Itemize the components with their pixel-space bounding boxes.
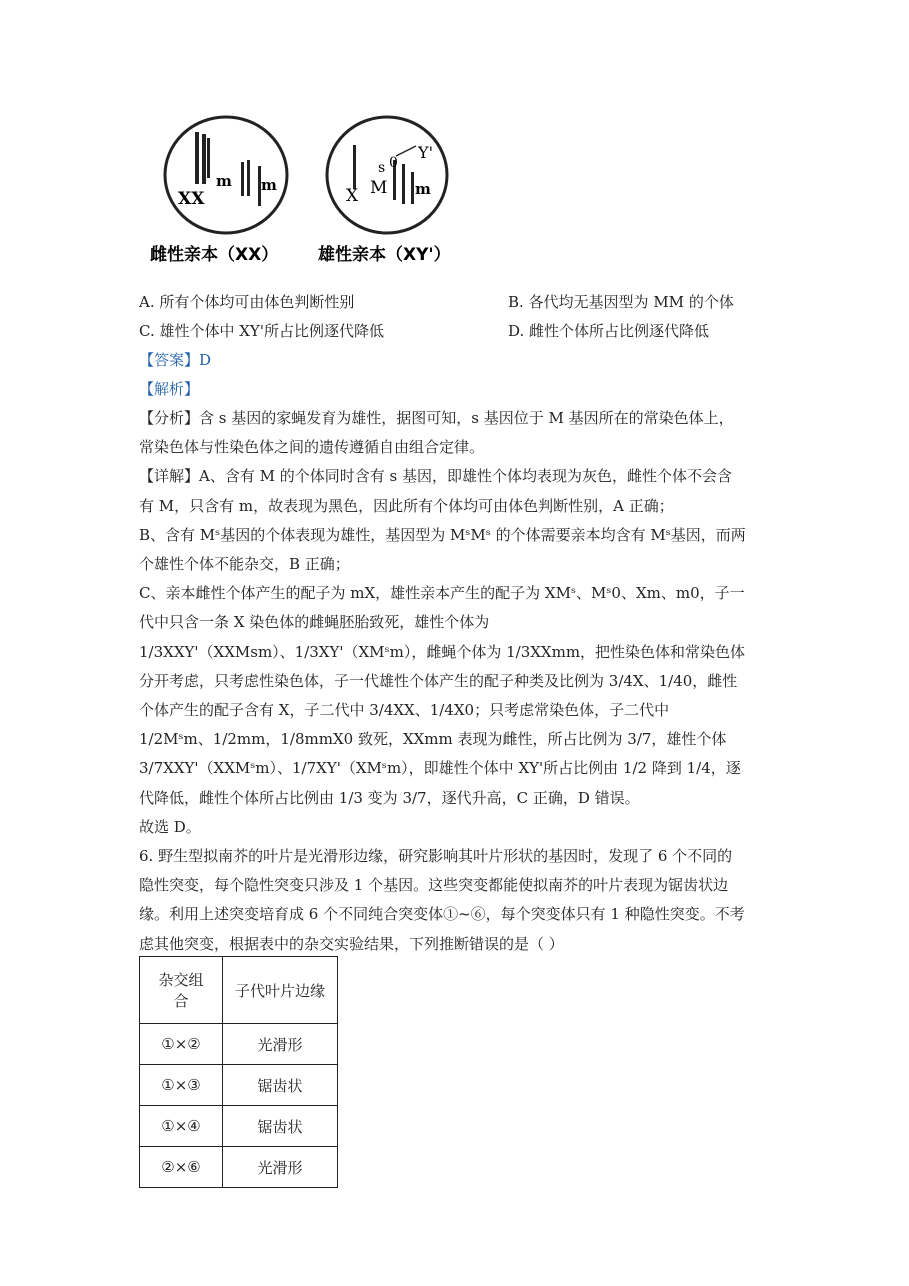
text-line: 有 M，只含有 m，故表现为黑色，因此所有个体均可由体色判断性别，A 正确； — [139, 496, 674, 515]
text-line: 个体产生的配子含有 X，子二代中 3/4XX、1/4X0；只考虑常染色体，子二代中 — [139, 701, 670, 719]
table-row — [140, 1147, 338, 1188]
text-line: C、亲本雌性个体产生的配子为 mX，雄性亲本产生的配子为 XMˢ、Mˢ0、Xm、m0，子一 — [139, 584, 745, 603]
fig-label-x: X — [346, 186, 359, 206]
text-line: 常染色体与性染色体之间的遗传遵循自由组合定律。 — [139, 438, 485, 457]
text-line: 代降低，雌性个体所占比例由 1/3 变为 3/7，逐代升高，C 正确，D 错误。 — [139, 788, 640, 807]
text-line: 1/2Mˢm、1/2mm，1/8mmX0 致死，XXmm 表现为雌性，所占比例为 3/7，雄性个体 — [139, 730, 727, 749]
chromosome-figure — [150, 110, 470, 280]
text-line: 6. 野生型拟南芥的叶片是光滑形边缘，研究影响其叶片形状的基因时，发现了 6 个不同的 — [139, 847, 733, 865]
table-cell: 锯齿状 — [223, 1106, 338, 1147]
fig-label-m3: m — [415, 180, 431, 198]
table-row — [140, 1106, 338, 1147]
option-c: C. 雄性个体中 XY'所占比例逐代降低 — [139, 322, 384, 340]
fig-label-y: Y' — [418, 143, 433, 162]
fig-label-s: s — [378, 160, 386, 176]
female-cell — [165, 117, 287, 233]
table-header-cell: 杂交组 合 — [140, 957, 223, 1024]
male-cell — [327, 117, 447, 233]
text-line: 代中只含一条 X 染色体的雌蝇胚胎致死，雄性个体为 — [139, 613, 490, 632]
option-b: B. 各代均无基因型为 MM 的个体 — [508, 293, 734, 311]
text-line: 故选 D。 — [139, 817, 201, 836]
text-line: 1/3XXY'（XXMsm）、1/3XY'（XMˢm），雌蝇个体为 1/3XXmm，把性染色体和常染色体 — [139, 642, 746, 661]
text-line: 虑其他突变，根据表中的杂交实验结果，下列推断错误的是（ ） — [139, 934, 564, 953]
analysis-heading: 【解析】 — [139, 380, 200, 398]
table-cell: ①×④ — [140, 1106, 223, 1147]
table-cell: 锯齿状 — [223, 1065, 338, 1106]
text-line: 隐性突变，每个隐性突变只涉及 1 个基因。这些突变都能使拟南芥的叶片表现为锯齿状边 — [139, 876, 729, 895]
text-line: B、含有 Mˢ基因的个体表现为雄性，基因型为 MˢMˢ 的个体需要亲本均含有 Mˢ基因，而两 — [139, 525, 746, 544]
text-line: 分开考虑，只考虑性染色体，子一代雄性个体产生的配子种类及比例为 3/4X、1/40，雌性 — [139, 671, 738, 690]
table-cell: ①×② — [140, 1024, 223, 1065]
text-line: 【分析】含 s 基因的家蝇发育为雄性，据图可知，s 基因位于 M 基因所在的常染色体上， — [139, 409, 734, 427]
text-line: 3/7XXY'（XXMˢm）、1/7XY'（XMˢm），即雄性个体中 XY'所占比例由 1/2 降到 1/4，逐 — [139, 759, 741, 778]
male-caption: 雄性亲本（XY'） — [318, 245, 451, 265]
fig-label-xx: XX — [178, 189, 205, 209]
text-line: 【详解】A、含有 M 的个体同时含有 s 基因，即雄性个体均表现为灰色，雌性个体不会含 — [139, 467, 732, 486]
table-header-cell: 子代叶片边缘 — [223, 957, 338, 1024]
table-cell: 光滑形 — [223, 1147, 338, 1188]
table-cell: ①×③ — [140, 1065, 223, 1106]
answer-line: 【答案】D — [139, 351, 212, 369]
cross-table — [139, 956, 338, 1188]
fig-label-0: 0 — [389, 155, 398, 171]
option-d: D. 雌性个体所占比例逐代降低 — [508, 322, 710, 340]
fig-label-M: M — [370, 178, 388, 198]
option-a: A. 所有个体均可由体色判断性别 — [139, 293, 355, 311]
fig-label-m1: m — [216, 172, 232, 190]
text-line: 个雄性个体不能杂交，B 正确； — [139, 555, 350, 573]
table-row — [140, 1065, 338, 1106]
table-cell: 光滑形 — [223, 1024, 338, 1065]
table-header-row — [140, 957, 338, 1024]
table-row — [140, 1024, 338, 1065]
fig-label-m2: m — [261, 176, 277, 194]
table-cell: ②×⑥ — [140, 1147, 223, 1188]
female-caption: 雌性亲本（XX） — [150, 245, 279, 265]
text-line: 缘。利用上述突变培育成 6 个不同纯合突变体①~⑥，每个突变体只有 1 种隐性突变。不考 — [139, 905, 745, 924]
